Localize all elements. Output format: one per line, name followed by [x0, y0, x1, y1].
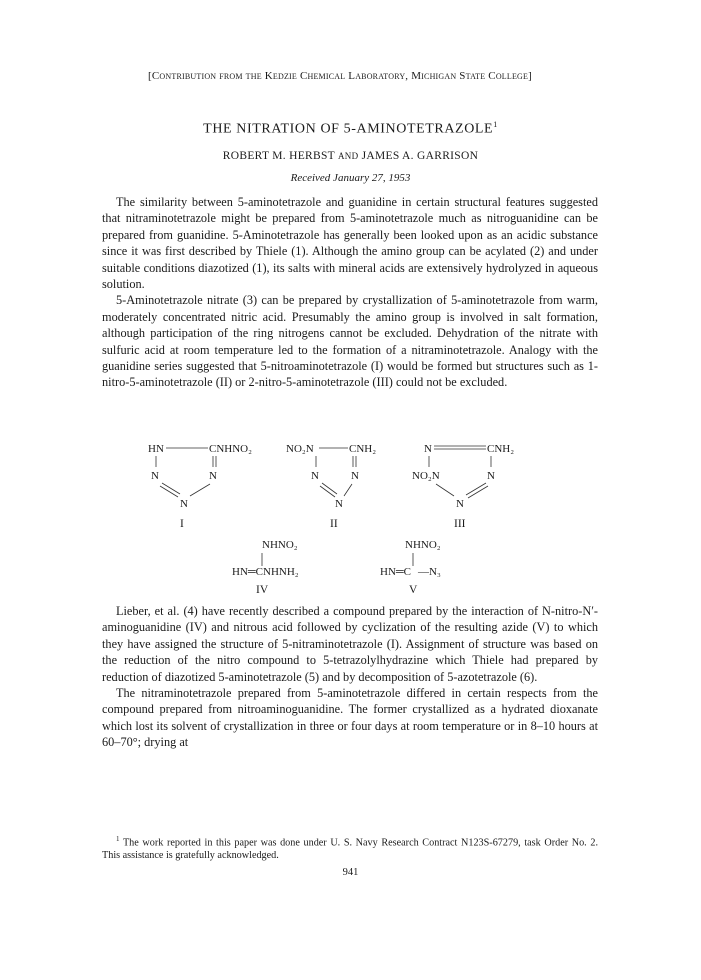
structure-III: [412, 443, 514, 530]
footnote: [102, 833, 598, 862]
header-contribution-text: Contribution from the Kedzie Chemical Laboratory, Michigan State College: [151, 70, 529, 82]
structure-IV-top-group: NHNO₂: [262, 539, 298, 551]
structure-V-top-group: NHNO₂: [405, 539, 441, 551]
structure-III-bond-lower-right-b: [468, 486, 488, 498]
structure-III-n-bottom: N: [456, 498, 464, 510]
received-date: Received January 27, 1953: [290, 172, 411, 184]
paragraph-3: Lieber, et al. (4) have recently described a compound prepared by the interaction of N-nitro-N′-aminoguanidine (IV) and nitrous acid followed by cyclization of the resulting azide (V) to which they have assigned the structure of 5-nitraminotetrazole (I). Assignment of structure was based on the reduction of the nitro compound to 5-tetrazolylhydrazine which Thiele had prepared by reduction of diazotized 5-aminotetrazole (5) and by decomposition of 5-azotetrazole (6).: [102, 604, 598, 684]
structure-V-label: V: [409, 584, 418, 596]
structure-II-n-bottom: N: [335, 498, 343, 510]
structure-I-label: I: [180, 518, 184, 530]
structure-V: [380, 539, 441, 596]
paragraph-2: 5-Aminotetrazole nitrate (3) can be prepared by crystallization of 5-aminotetrazole from warm, moderately concentrated nitric acid. Presumably the amino group is involved in salt formation, although participation of the ring nitrogens cannot be excluded. Dehydration of the nitrate with sulfuric acid at room temperature led to the formation of a nitraminotetrazole. Analogy with the guanidine series suggested that 5-nitroaminotetrazole (I) would be formed but structures such as 1-nitro-5-aminotetrazole (II) or 2-nitro-5-aminotetrazole (III) could not be excluded.: [102, 293, 598, 390]
header-bracket-close: ]: [528, 70, 532, 82]
structure-III-bond-lower-left: [436, 484, 454, 496]
structure-I-bond-lower-right: [190, 484, 210, 496]
structure-I-right-group: CNHNO₂: [209, 443, 252, 455]
author-second: JAMES A. GARRISON: [361, 150, 479, 162]
structure-III-n-right: N: [487, 470, 495, 482]
structure-IV-bottom-group: HN═CNHNH₂: [232, 566, 299, 578]
author-first: ROBERT M. HERBST: [222, 150, 335, 162]
structure-III-label: III: [454, 518, 466, 530]
structure-II-label: II: [330, 518, 338, 530]
structure-II: [286, 443, 376, 530]
structure-I-bond-lower-left-a: [162, 483, 180, 494]
intro-paragraphs: [102, 194, 598, 391]
contribution-header: [100, 70, 580, 82]
page-number: 941: [342, 867, 359, 878]
structure-V-bottom-left-group: HN═C: [380, 566, 412, 578]
title-footnote-mark: 1: [493, 120, 498, 129]
author-conjunction: AND: [338, 151, 359, 161]
author-line: [0, 150, 701, 162]
structure-II-bond-lower-left-b: [320, 486, 335, 497]
structure-IV-label: IV: [256, 584, 269, 596]
structure-II-n-left: N: [311, 470, 319, 482]
paper-title: [0, 120, 701, 138]
structure-III-left-group: N: [424, 443, 432, 455]
header-bracket-open: [: [148, 70, 152, 82]
structure-I: [148, 443, 252, 530]
structure-I-left-group: HN: [148, 443, 164, 455]
structure-V-bottom-right-group: —N₃: [418, 566, 441, 578]
structure-III-n-left: NO₂N: [412, 470, 440, 482]
structure-I-n-bottom: N: [180, 498, 188, 510]
structure-II-left-group: NO₂N: [286, 443, 314, 455]
structure-II-bond-lower-left-a: [322, 483, 337, 494]
structure-III-right-group: CNH₂: [487, 443, 515, 455]
structure-I-n-left: N: [151, 470, 159, 482]
paragraph-1: The similarity between 5-aminotetrazole and guanidine in certain structural features suggested that nitraminotetrazole might be prepared from 5-aminotetrazole much as nitroguanidine can be prepared from guanidine. 5-Aminotetrazole has generally been looked upon as an acidic substance since it was first described by Thiele (1). Although the amino group can be acylated (2) and under suitable conditions diazotized (1), its salts with mineral acids are extensively hydrolyzed in aqueous solution.: [102, 195, 598, 292]
structure-II-bond-lower-right: [344, 484, 352, 496]
structure-II-right-group: CNH₂: [349, 443, 377, 455]
discussion-paragraphs: [102, 603, 598, 751]
structure-I-bond-lower-left-b: [160, 486, 178, 497]
structure-I-n-right: N: [209, 470, 217, 482]
footnote-text: The work reported in this paper was done under U. S. Navy Research Contract N123S-67279, task Order No. 2. This assistance is gratefully acknowledged.: [102, 837, 598, 862]
paper-title-text: THE NITRATION OF 5-AMINOTETRAZOLE: [203, 121, 494, 137]
structure-III-bond-lower-right-a: [466, 483, 486, 495]
structure-IV: [232, 539, 299, 596]
footnote-mark: 1: [116, 835, 120, 843]
structure-II-n-right: N: [351, 470, 359, 482]
paragraph-4: The nitraminotetrazole prepared from 5-aminotetrazole differed in certain respects from the compound prepared from nitroaminoguanidine. The former crystallized as a hydrated dioxanate which lost its solvent of crystallization in three or four days at room temperature or in 8–10 hours at 60–70°; drying at: [102, 686, 598, 750]
